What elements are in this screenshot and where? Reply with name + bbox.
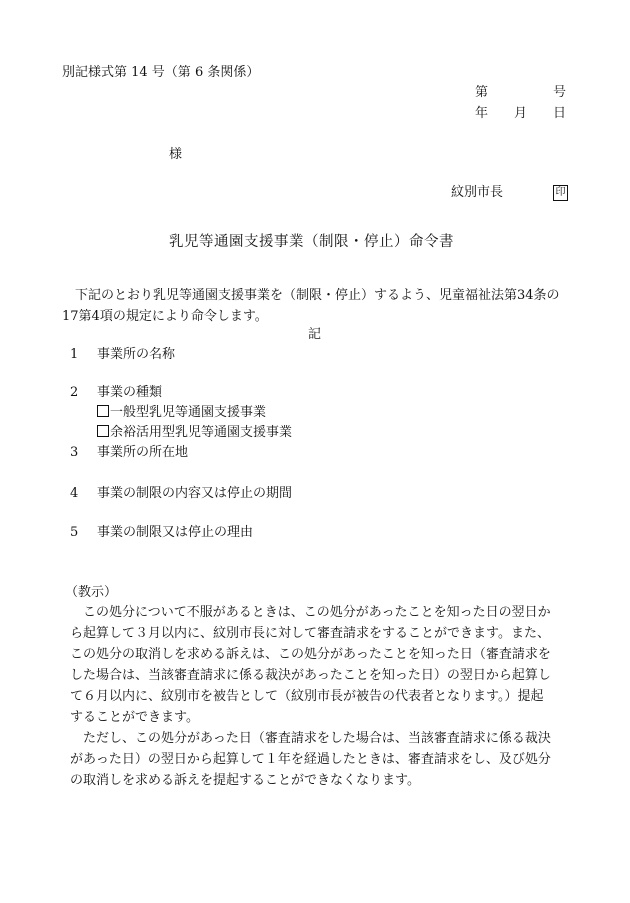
ki-heading: 記 [308, 327, 322, 342]
notice-line: があった日）の翌日から起算して１年を経過したときは、審査請求をし、及び処分 [70, 752, 551, 767]
document-title: 乳児等通園支援事業（制限・停止）命令書 [169, 234, 454, 250]
seal-icon: 印 [553, 185, 568, 201]
option-label: 一般型乳児等通園支援事業 [110, 405, 267, 420]
seal-mark [553, 184, 568, 202]
option-label: 余裕活用型乳児等通園支援事業 [110, 425, 293, 440]
notice-line: ただし、この処分があった日（審査請求をした場合は、当該審査請求に係る裁決 [83, 731, 551, 746]
body-line: 下記のとおり乳児等通園支援事業を（制限・停止）するよう、児童福祉法第34条の [75, 288, 560, 303]
item-number: 4 [70, 486, 79, 501]
item-number: 1 [70, 347, 79, 362]
item-number: 2 [70, 385, 79, 400]
notice-line: した場合は、当該審査請求に係る裁決があったことを知った日）の翌日から起算し [70, 668, 551, 683]
item-label-facility-name: 事業所の名称 [97, 347, 176, 362]
checkbox-icon[interactable] [97, 425, 109, 437]
form-label: 別記様式第 14 号（第 6 条関係） [62, 65, 260, 80]
notice-heading: （教示） [65, 585, 118, 600]
notice-line: て６月以内に、紋別市を被告として（紋別市長が被告の代表者となります。）提起 [70, 689, 544, 704]
item-label-business-type: 事業の種類 [97, 385, 163, 400]
date-year: 年 [475, 106, 489, 121]
document-number-suffix: 号 [553, 85, 567, 100]
issuer-name: 紋別市長 [451, 185, 504, 200]
notice-paragraph-2 [70, 728, 551, 791]
notice-line: ら起算して３月以内に、紋別市長に対して審査請求をすることができます。また、 [70, 626, 550, 641]
item-label-restriction-content: 事業の制限の内容又は停止の期間 [97, 486, 293, 501]
notice-line: この処分の取消しを求める訴えは、この処分があったことを知った日（審査請求を [70, 647, 551, 662]
body-paragraph [62, 285, 560, 327]
date-month: 月 [514, 106, 528, 121]
option-surplus-type[interactable] [97, 424, 292, 442]
item-label-facility-location: 事業所の所在地 [97, 445, 189, 460]
option-general-type[interactable] [97, 404, 266, 422]
checkbox-icon[interactable] [97, 405, 109, 417]
notice-paragraph-1 [70, 602, 551, 728]
item-number: 5 [70, 525, 79, 540]
body-line: 17第4項の規定により命令します。 [62, 309, 268, 324]
notice-line: の取消しを求める訴えを提起することができなくなります。 [70, 773, 420, 788]
date-day: 日 [553, 106, 567, 121]
item-number: 3 [70, 445, 79, 460]
item-label-restriction-reason: 事業の制限又は停止の理由 [97, 525, 254, 540]
addressee-honorific: 様 [169, 147, 183, 162]
document-number-prefix: 第 [475, 85, 489, 100]
notice-line: することができます。 [70, 710, 199, 725]
notice-line: この処分について不服があるときは、この処分があったことを知った日の翌日か [83, 605, 551, 620]
